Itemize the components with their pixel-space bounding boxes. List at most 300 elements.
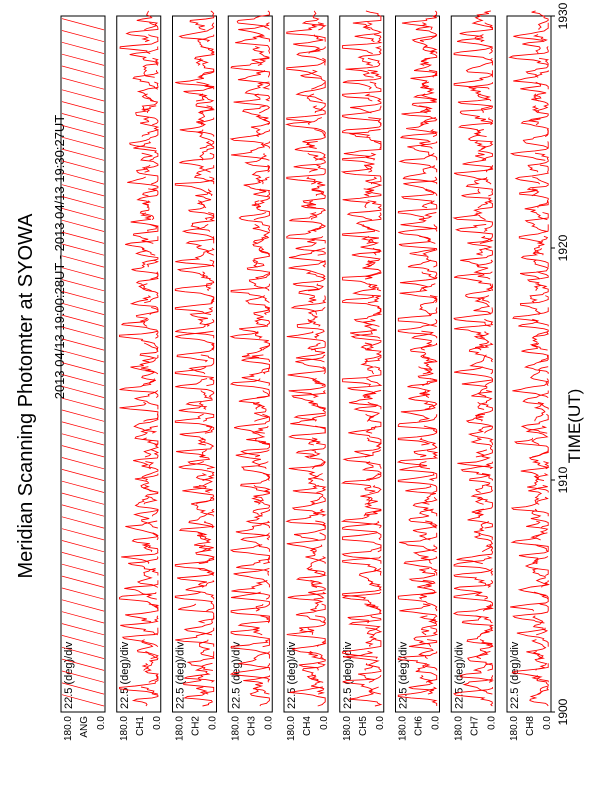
scan-line [344, 450, 381, 469]
scan-line [180, 23, 214, 42]
scan-line [62, 232, 104, 243]
scan-line [469, 82, 493, 101]
scan-line [287, 118, 325, 137]
scan-line [122, 319, 158, 338]
scan-line [401, 402, 435, 421]
scan-line [520, 296, 548, 315]
scan-line [398, 307, 436, 326]
scan-line [296, 604, 325, 623]
scan-line [296, 343, 325, 362]
y-tick-label: 180.0 [230, 716, 242, 742]
y-tick-label: 180.0 [63, 716, 74, 742]
panels-group [61, 11, 553, 741]
scale-label: 22.5 (deg)/div [453, 641, 466, 709]
scan-line [402, 189, 434, 208]
scan-line [467, 58, 493, 77]
panel-name: CH1 [134, 716, 146, 737]
scan-line [343, 70, 381, 89]
scan-line [62, 54, 104, 65]
scan-line [403, 165, 436, 184]
panel-name: CH5 [357, 716, 369, 737]
scan-line [355, 438, 381, 457]
scan-line [295, 402, 325, 421]
scan-line [62, 481, 104, 492]
panel-name: CH4 [302, 716, 313, 737]
scan-line [125, 604, 158, 623]
scan-line [528, 153, 548, 172]
scan-line [62, 102, 104, 113]
scan-line [526, 213, 548, 232]
scan-line [526, 355, 549, 374]
scan-line [199, 58, 213, 77]
scan-line [137, 11, 157, 30]
scan-line [400, 284, 437, 303]
panel-name: CH6 [413, 716, 425, 737]
scan-line [120, 616, 158, 635]
scan-line [343, 106, 381, 125]
y-tick-label: 0.0 [486, 716, 498, 730]
scan-line [533, 616, 547, 635]
y-tick-label: 180.0 [174, 716, 186, 742]
scan-line [475, 141, 492, 160]
scan-line [62, 66, 104, 77]
scan-line [287, 533, 325, 552]
scan-line [350, 319, 380, 338]
scan-line [526, 557, 548, 576]
y-tick-label: 0.0 [542, 716, 553, 730]
scan-line [454, 307, 492, 326]
scan-line [198, 35, 214, 54]
scan-line [512, 497, 548, 516]
scan-line [467, 236, 491, 255]
scan-line [534, 236, 547, 255]
y-tick-label: 180.0 [509, 716, 520, 742]
scan-line [398, 414, 436, 433]
scan-line [293, 485, 323, 504]
scan-line [289, 260, 326, 279]
y-tick-label: 180.0 [397, 716, 409, 742]
scan-line [135, 426, 158, 445]
scan-line [62, 256, 104, 267]
y-tick-label: 0.0 [151, 716, 163, 730]
scan-line [62, 280, 104, 291]
scan-line [355, 23, 381, 42]
scan-line [62, 114, 104, 125]
scan-line [190, 11, 214, 30]
panel-frame [117, 16, 161, 712]
scan-line [133, 70, 158, 89]
scan-line [454, 47, 492, 66]
scan-line [62, 173, 104, 184]
scan-line [254, 307, 270, 326]
scan-line [468, 651, 493, 670]
scan-line [527, 474, 548, 493]
scan-line [62, 137, 104, 148]
scan-line [460, 106, 492, 125]
y-tick-label: 0.0 [96, 716, 107, 730]
scan-line [62, 90, 104, 101]
scan-line [62, 42, 104, 53]
scan-line [133, 533, 158, 552]
scan-line [239, 391, 270, 410]
scan-line [182, 485, 213, 504]
scan-line [454, 165, 492, 184]
scan-line [137, 272, 158, 291]
scan-line [400, 604, 437, 623]
scan-line [526, 521, 547, 540]
scan-line [301, 70, 326, 89]
scan-line [400, 272, 437, 291]
scan-line [297, 319, 324, 338]
scan-line [475, 533, 492, 552]
scan-line [187, 391, 212, 410]
scan-line [62, 624, 104, 635]
scan-line [343, 367, 381, 386]
scan-line [532, 11, 549, 30]
scan-line [239, 651, 270, 670]
scan-line [460, 23, 493, 42]
scan-line [512, 141, 549, 160]
scan-line [135, 474, 158, 493]
scan-line [454, 568, 492, 587]
scan-line [239, 616, 269, 635]
scan-line [517, 628, 548, 647]
scan-line [62, 410, 104, 421]
y-tick-label: 0.0 [319, 716, 330, 730]
scan-line [410, 568, 435, 587]
scan-line [246, 153, 270, 172]
scale-label: 22.5 (deg)/div [118, 641, 131, 709]
scan-line [460, 248, 492, 267]
scan-line [522, 414, 548, 433]
scan-line [194, 533, 214, 552]
scan-line [62, 541, 104, 552]
panel-ch2 [173, 11, 219, 741]
scan-line [62, 197, 104, 208]
scan-line [131, 213, 158, 232]
chart-title: Meridian Scanning Photomter at SYOWA [15, 213, 37, 579]
scan-line [295, 141, 325, 160]
scan-line [62, 149, 104, 160]
scan-line [234, 568, 270, 587]
scan-line [62, 220, 104, 231]
scan-line [253, 224, 269, 243]
scan-line [143, 663, 158, 682]
scan-line [299, 651, 325, 670]
scan-line [191, 213, 213, 232]
scan-line [343, 189, 381, 208]
scan-line [404, 557, 436, 576]
scan-line [299, 616, 325, 635]
scan-line [470, 474, 491, 493]
scan-line [398, 450, 436, 469]
scan-line [62, 339, 104, 350]
scan-line [402, 106, 437, 125]
scan-line [246, 82, 270, 101]
y-tick-label: 180.0 [286, 716, 297, 742]
scan-line [348, 379, 381, 398]
scan-line [180, 426, 212, 445]
scan-line [472, 497, 493, 516]
scan-line [143, 94, 158, 113]
scan-line [519, 224, 548, 243]
scan-line [349, 391, 381, 410]
scan-line [62, 303, 104, 314]
scan-line [354, 284, 381, 303]
panel-ch3 [228, 11, 274, 741]
scan-line [293, 35, 323, 54]
panel-ch8 [507, 11, 553, 741]
scan-line [362, 355, 381, 374]
scan-line [467, 628, 492, 647]
scan-line [253, 165, 270, 184]
scan-line [121, 545, 158, 564]
panel-ch5 [340, 11, 386, 741]
scan-line [475, 260, 492, 279]
scan-line [127, 177, 158, 196]
scan-line [513, 70, 548, 89]
scan-line [128, 557, 158, 576]
scan-line [520, 260, 548, 279]
x-axis [551, 2, 570, 725]
panel-name: CH7 [469, 716, 481, 737]
scan-line [177, 343, 214, 362]
scan-line [522, 118, 549, 137]
scan-line [62, 315, 104, 326]
scan-line [355, 307, 381, 326]
scan-line [303, 130, 326, 149]
scan-line [401, 213, 437, 232]
scan-line [297, 47, 325, 66]
scan-line [62, 576, 104, 587]
scan-line [231, 141, 269, 160]
scan-line [462, 616, 492, 635]
scan-line [195, 165, 214, 184]
scan-line [175, 414, 213, 433]
scan-line [408, 379, 437, 398]
y-tick-label: 0.0 [430, 716, 442, 730]
scan-line [175, 284, 213, 303]
scan-line [454, 319, 492, 338]
scan-line [293, 497, 325, 516]
scan-line [463, 153, 493, 172]
scan-line [185, 616, 214, 635]
scan-line [62, 458, 104, 469]
scan-line [62, 505, 104, 516]
scan-line [531, 367, 548, 386]
scan-line [62, 244, 104, 255]
scan-line [526, 640, 545, 659]
scan-line [140, 118, 158, 137]
scan-line [202, 272, 214, 291]
scan-line [523, 130, 548, 149]
scan-line [62, 588, 104, 599]
scan-line [62, 125, 104, 136]
scan-line [343, 272, 381, 291]
scan-line [120, 402, 158, 421]
scan-line [459, 118, 492, 137]
scan-line [247, 260, 269, 279]
scan-line [176, 438, 213, 457]
scan-line [407, 141, 436, 160]
scan-line [357, 213, 381, 232]
scan-line [533, 675, 548, 694]
scan-line [520, 82, 546, 101]
scan-line [288, 592, 325, 611]
panel-name: CH2 [190, 716, 202, 737]
scan-line [62, 600, 104, 611]
scan-line [62, 434, 104, 445]
scan-line [186, 580, 214, 599]
panel-name: CH8 [525, 716, 536, 737]
scan-line [343, 521, 381, 540]
scan-line [411, 343, 437, 362]
chart-subtitle: 2013 04/13 19:00:28UT - 2013 04/13 19:30:27UT [52, 114, 67, 400]
y-tick-label: 0.0 [207, 716, 219, 730]
scan-line [454, 580, 492, 599]
scale-label: 22.5 (deg)/div [397, 641, 410, 709]
scan-line [287, 509, 325, 528]
scan-line [402, 11, 437, 30]
scan-line [287, 224, 325, 243]
scan-line [239, 319, 269, 338]
scan-line [475, 201, 493, 220]
scan-line [399, 533, 437, 552]
panel-ch7 [451, 11, 497, 741]
scan-line [62, 351, 104, 362]
scan-line [348, 201, 381, 220]
scan-line [530, 284, 548, 303]
scan-line [462, 189, 492, 208]
scan-line [530, 687, 548, 706]
scan-line [343, 296, 381, 315]
scan-line [352, 248, 381, 267]
scan-line [521, 462, 548, 481]
scan-line [241, 474, 270, 493]
panel-name: CH3 [246, 716, 258, 737]
panel-ch1 [117, 11, 163, 741]
scan-line [522, 35, 546, 54]
scan-line [125, 236, 158, 255]
scan-line [343, 82, 381, 101]
scan-line [350, 94, 381, 113]
panel-ang [61, 16, 107, 741]
scan-line [62, 363, 104, 374]
y-tick-label: 180.0 [453, 716, 465, 742]
scan-line [476, 402, 492, 421]
scan-line [175, 70, 213, 89]
scan-line [527, 426, 547, 445]
scan-line [62, 161, 104, 172]
scan-line [62, 268, 104, 279]
scan-line [289, 462, 325, 481]
scan-line [62, 552, 104, 563]
scan-line [188, 450, 213, 469]
scale-label: 22.5 (deg)/div [341, 641, 354, 709]
scan-line [243, 106, 270, 125]
scan-line [528, 177, 548, 196]
scan-line [308, 675, 324, 694]
scan-line [398, 224, 436, 243]
scan-line [62, 375, 104, 386]
scan-line [294, 153, 326, 172]
scan-line [293, 272, 325, 291]
scan-line [134, 687, 158, 706]
scan-line [408, 260, 437, 279]
scan-line [62, 327, 104, 338]
scan-line [136, 307, 158, 326]
scan-line [474, 521, 492, 540]
scan-line [135, 391, 158, 410]
scan-line [231, 58, 269, 77]
y-tick-label: 0.0 [263, 716, 275, 730]
scan-line [420, 296, 437, 315]
scan-line [62, 446, 104, 457]
scan-line [139, 82, 158, 101]
x-tick-label: 1900 [556, 698, 570, 726]
scan-line [469, 343, 492, 362]
scan-line [178, 604, 214, 623]
scan-line [238, 70, 269, 89]
scan-line [253, 236, 269, 255]
scan-line [175, 379, 213, 398]
scan-line [414, 58, 437, 77]
scan-line [237, 11, 269, 30]
scan-line [234, 94, 270, 113]
scan-line [287, 331, 325, 350]
scan-line [62, 185, 104, 196]
scan-line [177, 568, 214, 587]
scan-line [307, 177, 325, 196]
scan-line [519, 545, 548, 564]
scan-line [185, 687, 213, 706]
scan-line [360, 485, 381, 504]
scan-line [175, 177, 213, 196]
scan-line [242, 367, 270, 386]
scan-line [398, 474, 436, 493]
scan-line [349, 130, 381, 149]
scan-line [292, 296, 325, 315]
scan-line [134, 414, 158, 433]
scan-line [62, 386, 104, 397]
scan-line [62, 398, 104, 409]
scan-line [535, 402, 545, 421]
scan-line [308, 580, 325, 599]
scan-line [175, 296, 213, 315]
scan-line [62, 493, 104, 504]
scan-line [350, 616, 381, 635]
panel-name: ANG [79, 716, 90, 738]
scan-line [513, 604, 548, 623]
panel-frame [396, 16, 440, 712]
scan-line [343, 165, 381, 184]
scan-line [180, 118, 214, 137]
panel-frame [284, 16, 328, 712]
scan-line [366, 628, 381, 647]
scan-line [252, 189, 270, 208]
scale-label: 22.5 (deg)/div [509, 641, 521, 709]
scan-line [188, 651, 214, 670]
x-tick-label: 1920 [556, 234, 570, 262]
scan-line [343, 224, 379, 243]
scan-line [366, 414, 381, 433]
x-axis-label: TIME(UT) [565, 388, 584, 464]
scan-line [462, 379, 493, 398]
scan-line [234, 414, 269, 433]
scan-line [175, 367, 213, 386]
scan-line [62, 19, 104, 30]
scan-line [175, 331, 213, 350]
